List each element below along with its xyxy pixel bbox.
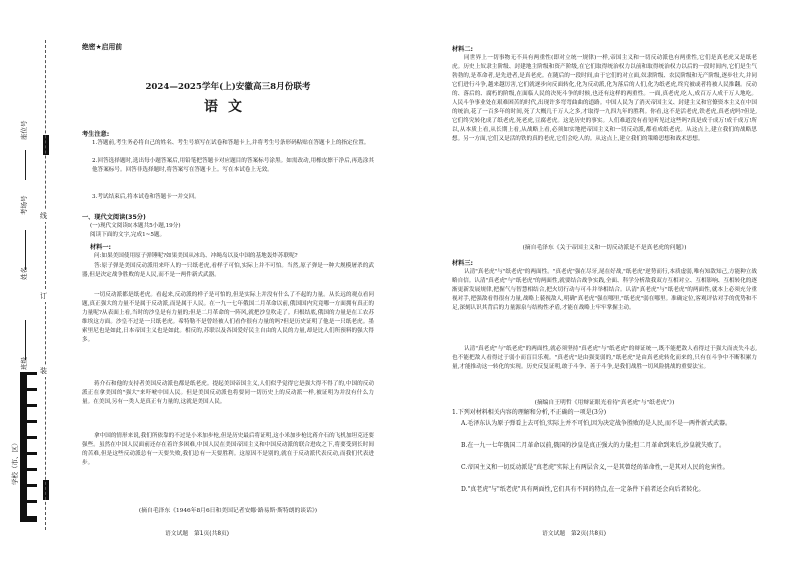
material-1-para-2: 答:原子弹是美国反动派用来吓人的一只纸老虎,看样子可怕,实际上并不可怕。当然,原子弹是一种大规模屠杀的武器,但是决定战争胜败的是人民,而不是一两件新式武器。 [82, 263, 374, 278]
barcode-line [27, 404, 37, 407]
fill-line [25, 230, 26, 270]
material-3-para-2: 认清"真老虎"与"纸老虎"的两面性,就必须坚持"真老虎"与"纸老虎"的辩证统一,既不能把敌人看得过于强大而丧失斗志,也不能把敌人看得过于弱小而盲目乐观。"真老虎"是由强变弱的,"纸老虎"是由真老虎转化而来的,只有在斗争中不断积累力量,才能推动这一转化的实现。历史反复证明,敢于斗争、善于斗争,是我们战胜一切风险挑战的重要法宝。 [452, 346, 757, 370]
barcode-line [27, 372, 37, 375]
notice-title: 考生注意: [82, 131, 110, 138]
question-1-option-d: D."真老虎"与"纸老虎"具有两面性,它们具有不同的特点,在一定条件下前者还会向后者转化。 [461, 486, 705, 493]
question-1-option-a: A.毛泽东认为原子弹看上去可怕,实际上并不可怕,因为决定战争胜败的是人民,而不是一两件新式武器。 [461, 420, 731, 427]
notice-3: 3.考试结束后,将本试卷和答题卡一并交回。 [92, 194, 200, 200]
seat-number-label: 座位号 [20, 120, 28, 140]
barcode-line [27, 500, 37, 503]
barcode-line [27, 420, 37, 423]
material-1-source: (摘自毛泽东《1946年8月6日和美国记者安娜·路易斯·斯特朗的谈话》) [138, 508, 318, 514]
material-3-para-1: 认清"真老虎"与"纸老虎"的两面性。"真老虎"强在尽牙,尾在好战,"纸老虎"逆势而行,本质虚弱,唯有知敌知己,方能种立战略自信。认清"真老虎"与"纸老虎"的两面性,就要结合战争实践,全面、科学分析敌我双方互相对立、互相影响、互相转化的逐渐更新发展规律,把握气与智慧相结合,把火切行动与可斗并举相结合。认清"真老虎"与"纸老虎"的两面性,就本上必须充分重视对手,把强敌看得很有力量,战略上藐视敌人,明确"真老虎"强在哪里,"纸老虎"弱在哪里。准确定位,客观评估对手的优势和不足,深刻认识其背后的力量源泉与结构性矛盾,才能在战略上牢牢掌握主动。 [452, 269, 757, 311]
barcode-line [27, 452, 37, 455]
question-1-stem: 1.下列对材料相关内容的理解和分析,不正确的一项是(3分) [452, 409, 607, 416]
exam-room-label: 考场号 [20, 195, 28, 215]
notice-2: 2.回答选择题时,选出每小题答案后,用铅笔把答题卡对应题目的答案标号涂黑。如需改动,用橡皮擦干净后,再选涂其他答案标号。回答非选择题时,将答案写在答题卡上。写在本试卷上无效。 [92, 158, 374, 173]
barcode-line [27, 484, 37, 487]
school-label: 学校（市、区） [11, 439, 19, 485]
question-1-option-b: B.在一九一七年俄国二月革命以前,俄国的沙皇是真正强大的力量;但二月革命到来后,沙皇就失败了。 [461, 442, 726, 449]
material-3-title: 材料三: [452, 260, 474, 267]
subsection-title: (一)现代文阅读Ⅰ(本题共5小题,19分) [90, 223, 181, 229]
subject-title: 语文 [204, 99, 252, 115]
barcode-column [20, 372, 27, 522]
footer-page-1: 语文试题 第1页(共8页) [165, 531, 230, 537]
instruction: 阅读下面的文字,完成1~5题。 [90, 232, 166, 238]
cut-line [45, 40, 46, 530]
barcode-line [27, 516, 37, 522]
cut-char-binding: 装 [40, 367, 47, 375]
barcode-line [27, 468, 37, 471]
cut-char-order: 订 [40, 292, 47, 300]
class-label: 班级 [20, 357, 28, 370]
notice-1: 1.答题前,考生务必将自己的姓名、考生号填写在试卷和答题卡上,并将考生号条形码粘贴在答题卡上的指定位置。 [92, 140, 370, 146]
secret-mark: 绝密★启用前 [82, 43, 123, 51]
binding-mark [43, 480, 49, 500]
footer-page-2: 语文试题 第2页(共8页) [542, 531, 607, 537]
barcode-line [27, 388, 37, 391]
material-2-source: (摘自毛泽东《关于帝国主义和一切反动派是不是真老虎的问题》) [522, 245, 687, 251]
fill-line [25, 320, 26, 360]
material-2-title: 材料二: [452, 46, 474, 53]
section-title: 一、现代文阅读(35分) [82, 214, 146, 221]
material-1-para-3: 一切反动派都是纸老虎。看起来,反动派的样子是可怕的,但是实际上并没有什么了不起的力量。从长远的观点看问题,真正强大的力量不是属于反动派,而是属于人民。在一九一七年俄国二月革命以前,俄国国内究竟哪一方面拥有真正的力量呢?从表面上看,当时的沙皇是有力量的;但是二月革命的一阵风,就把沙皇吹走了。归根结底,俄国的力量是在工农苏维埃这方面。沙皇不过是一只纸老虎。希特勒不是曾经被人们看作很有力量的吗?但是历史证明了他是一只纸老虎。墨索里尼也是如此,日本帝国主义也是如此。相反的,苏联以及各国爱好民主自由的人民的力量,却是比人们所预料的强大得多。 [82, 292, 374, 343]
barcode-line [27, 436, 37, 439]
name-label: 姓名 [20, 267, 28, 280]
material-1-para-5: 拿中国的情形来说,我们所依靠的不过是小米加步枪,但是历史最后将证明,这小米加步枪比蒋介石的飞机加坦克还要强些。虽然在中国人民面前还存在着许多困难,中国人民在美国帝国主义和中国反动派的联合进攻之下,将要受到长时间的苦难,但是这些反动派总有一天要失败,我们总有一天要胜利。这原因不是别的,就在于反动派代表反动,而我们代表进步。 [82, 433, 374, 466]
fill-line [25, 150, 26, 180]
material-2-para-1: 同世界上一切事物无不具有两重性(即对立统一规律)一样,帝国主义和一切反动派也有两重性,它们是真老虎又是纸老虎。历史上奴隶主阶级、封建地主阶级和资产阶级,在它们取得统治权力以前和取得统治权力以后的一段时间内,它们是生气勃勃的,是革命者,是先进者,是真老虎。在随后的一段时间,由于它们的对立面,奴隶阶级、农民阶级和无产阶级,逐步壮大,并同它们进行斗争,越来越厉害,它们就逐步向反面转化,化为反动派,化为落后的人们,化为纸老虎,终究被或者将被人民推翻。反动的、落后的、腐朽的阶级,在面临人民的决死斗争的时候,也还有这样的两重性。一面,真老虎,吃人,成百万人成千万人地吃。人民斗争事业处在艰难困苦的时代,出现许多弯弯曲曲的道路。中国人民为了消灭帝国主义、封建主义和官僚资本主义在中国的统治,花了一百多年的时间,死了大概几千万人之多,才取得一九四九年的胜利。你看,这不是活老虎,铁老虎,真老虎吗?但是,它们终究转化成了纸老虎,死老虎,豆腐老虎。这是历史的事实。人们难道没有看见听见过这些吗?真是成千成万!成千成万!所以,从本质上看,从长期上看,从战略上看,必须如实地把帝国主义和一切反动派,都看成纸老虎。从这点上,建立我们的战略思想。另一方面,它们又是活的铁的真的老虎,它们会吃人的。从这点上,建立我们的策略思想和战术思想。 [452, 55, 757, 142]
material-1-title: 材料一: [90, 244, 112, 251]
material-3-source: (摘编自王明哲《用辩证眼光看待"真老虎"与"纸老虎"》) [534, 400, 675, 406]
exam-title: 2024—2025学年(上)安徽高三8月份联考 [145, 82, 311, 92]
material-1-para-4: 蒋介石和他的支持者美国反动派也都是纸老虎。提起美国帝国主义,人们似乎觉得它是强大得不得了的,中国的反动派正在拿美国的"强大"来吓唬中国人民。但是美国反动派也将要同一切历史上的反动派一样,被证明为并没有什么力量。在美国,另有一类人是真正有力量的,这就是美国人民。 [82, 381, 374, 405]
binding-mark [43, 135, 49, 155]
cut-char-line: 线 [40, 212, 47, 220]
material-1-para-1: 问:如果美国使用原子弹锤呢?如果美国从冰岛、冲绳岛以及中国的基地轰炸苏联呢? [94, 253, 298, 259]
exam-page-2 [397, 0, 794, 561]
question-1-option-c: C.帝国主义和一切反动派是"真老虎"实际上有两层含义,一是其曾经的革命性,一是其对人民的危害性。 [461, 464, 729, 471]
binding-strip [0, 0, 64, 561]
